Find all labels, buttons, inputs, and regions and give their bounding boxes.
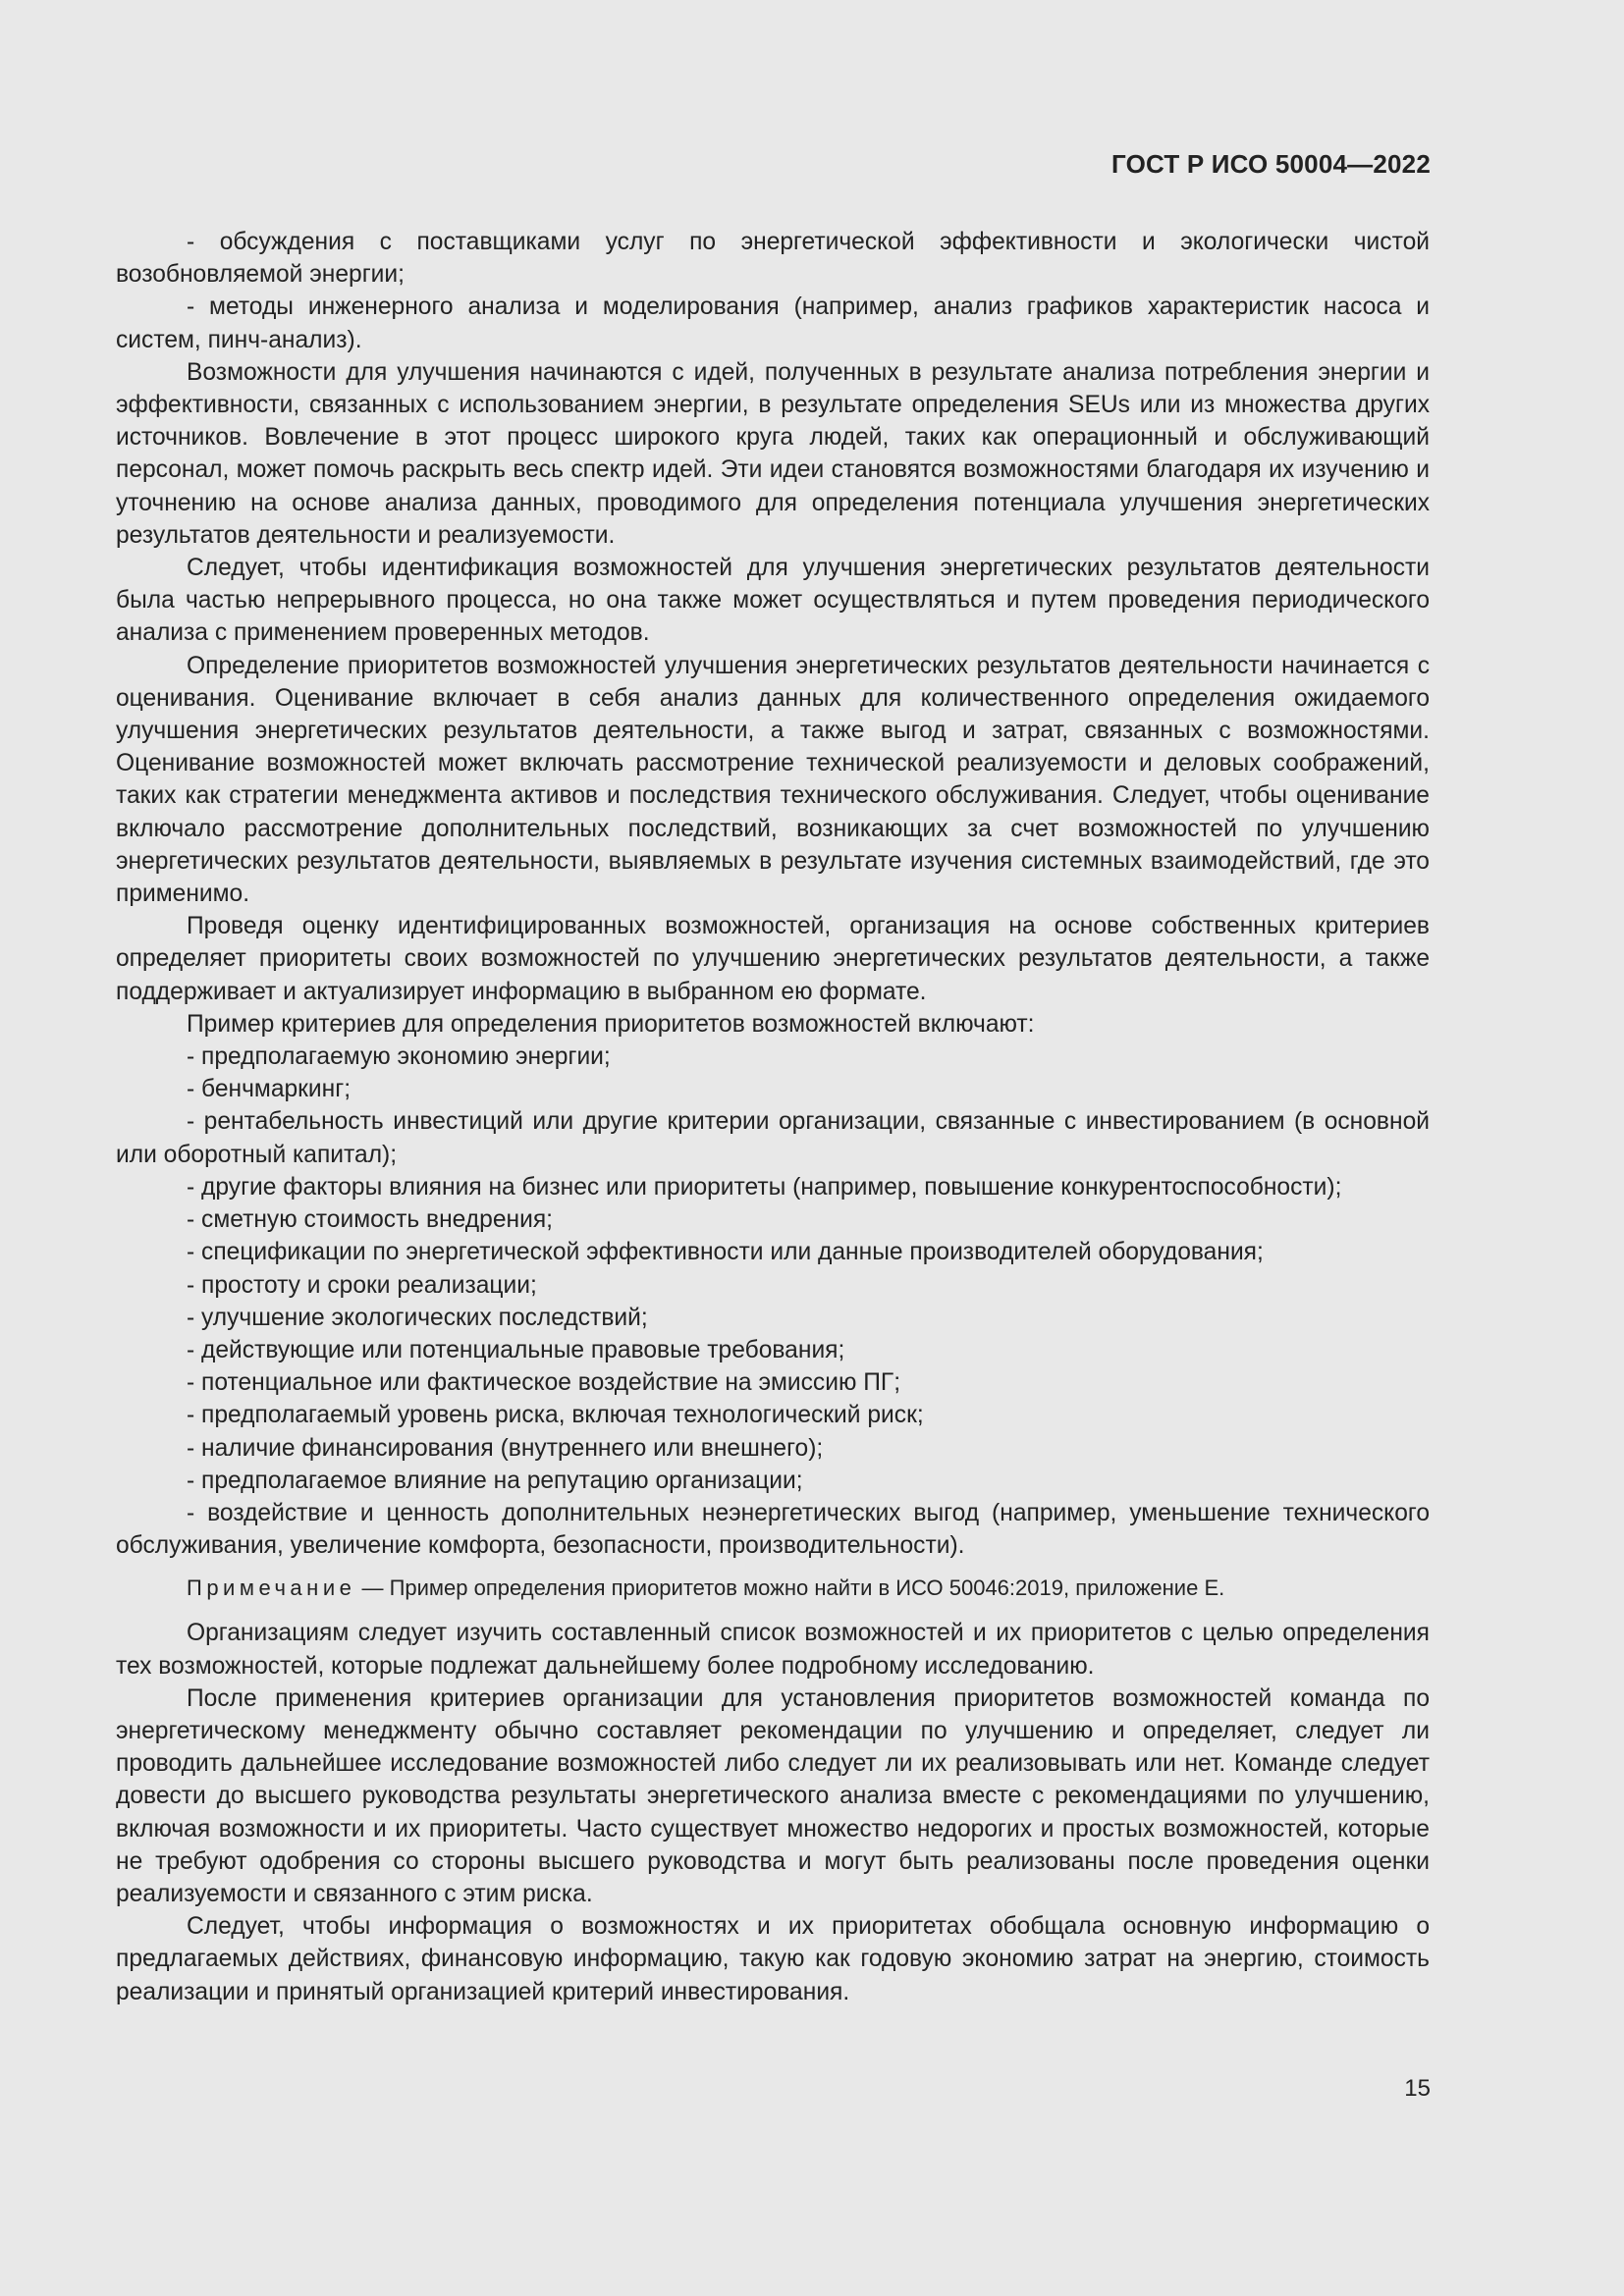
- list-item: - воздействие и ценность дополнительных неэнергетических выгод (например, уменьшение технического обслуживания, увеличение комфорта, безопасности, производительности).: [116, 1499, 1430, 1560]
- list-item: - улучшение экологических последствий;: [187, 1304, 648, 1331]
- paragraph: - методы инженерного анализа и моделирования (например, анализ графиков характеристик насоса и систем, пинч-анализ).: [116, 294, 1430, 353]
- list-item: - простоту и сроки реализации;: [187, 1271, 537, 1299]
- paragraph: После применения критериев организации для установления приоритетов возможностей команда по энергетическому менеджменту обычно составляет рекомендации по улучшению и определяет, следует ли проводить дальнейшее исследование возможностей либо следует ли их реализовывать или нет. Команде следует довести до высшего руководства результаты энергетического анализа вместе с рекомендациями по улучшению, включая возможности и их приоритеты. Часто существует множество недорогих и простых возможностей, которые не требуют одобрения со стороны высшего руководства и могут быть реализованы после проведения оценки реализуемости и связанного с этим риска.: [116, 1684, 1430, 1907]
- paragraph: Организациям следует изучить составленный список возможностей и их приоритетов с целью определения тех возможностей, которые подлежат дальнейшему более подробному исследованию.: [116, 1620, 1430, 1680]
- list-item: - предполагаемую экономию энергии;: [187, 1043, 611, 1071]
- paragraph: Проведя оценку идентифицированных возможностей, организация на основе собственных критериев определяет приоритеты своих возможностей по улучшению энергетических результатов деятельности, а также поддерживает и актуализирует информацию в выбранном ею формате.: [116, 913, 1430, 1005]
- note-label: Примечание: [187, 1575, 356, 1601]
- list-item: - потенциальное или фактическое воздействие на эмиссию ПГ;: [187, 1369, 901, 1397]
- paragraph: - обсуждения с поставщиками услуг по энергетической эффективности и экологически чистой возобновляемой энергии;: [116, 229, 1430, 289]
- paragraph: Следует, чтобы идентификация возможностей для улучшения энергетических результатов деятельности была частью непрерывного процесса, но она также может осуществляться и путем проведения периодического анализа с применением проверенных методов.: [116, 555, 1430, 647]
- paragraph: Определение приоритетов возможностей улучшения энергетических результатов деятельности начинается с оценивания. Оценивание включает в себя анализ данных для количественного определения ожидаемого улучшения энергетических результатов деятельности, а также выгод и затрат, связанных с возможностями. Оценивание возможностей может включать рассмотрение технической реализуемости и деловых соображений, таких как стратегии менеджмента активов и последствия технического обслуживания. Следует, чтобы оценивание включало рассмотрение дополнительных последствий, возникающих за счет возможностей по улучшению энергетических результатов деятельности, выявляемых в результате изучения системных взаимодействий, где это применимо.: [116, 652, 1430, 908]
- paragraph: Пример критериев для определения приоритетов возможностей включают:: [187, 1010, 1035, 1038]
- list-item: - предполагаемый уровень риска, включая технологический риск;: [187, 1402, 924, 1429]
- list-item: - спецификации по энергетической эффективности или данные производителей оборудования;: [187, 1239, 1264, 1266]
- list-item: - бенчмаркинг;: [187, 1076, 352, 1103]
- document-body: [116, 226, 1430, 2008]
- list-item: - сметную стоимость внедрения;: [187, 1206, 553, 1234]
- list-item: - рентабельность инвестиций или другие критерии организации, связанные с инвестированием (в основной или оборотный капитал);: [116, 1108, 1430, 1168]
- page-number: 15: [1404, 2075, 1431, 2102]
- list-item: - действующие или потенциальные правовые требования;: [187, 1336, 845, 1363]
- note-text: — Пример определения приоритетов можно найти в ИСО 50046:2019, приложение Е.: [355, 1575, 1225, 1601]
- paragraph: Возможности для улучшения начинаются с идей, полученных в результате анализа потребления энергии и эффективности, связанных с использованием энергии, в результате определения SEUs или из множества других источников. Вовлечение в этот процесс широкого круга людей, таких как операционный и обслуживающий персонал, может помочь раскрыть весь спектр идей. Эти идеи становятся возможностями благодаря их изучению и уточнению на основе анализа данных, проводимого для определения потенциала улучшения энергетических результатов деятельности и реализуемости.: [116, 358, 1430, 549]
- list-item: - другие факторы влияния на бизнес или приоритеты (например, повышение конкурентоспособности);: [187, 1173, 1342, 1201]
- list-item: - предполагаемое влияние на репутацию организации;: [187, 1467, 803, 1494]
- list-item: - наличие финансирования (внутреннего или внешнего);: [187, 1434, 824, 1462]
- note: [116, 1574, 1430, 1603]
- document-header: ГОСТ Р ИСО 50004—2022: [1110, 149, 1431, 179]
- paragraph: Следует, чтобы информация о возможностях и их приоритетах обобщала основную информацию о предлагаемых действиях, финансовую информацию, такую как годовую экономию затрат на энергию, стоимость реализации и принятый организацией критерий инвестирования.: [116, 1913, 1430, 2005]
